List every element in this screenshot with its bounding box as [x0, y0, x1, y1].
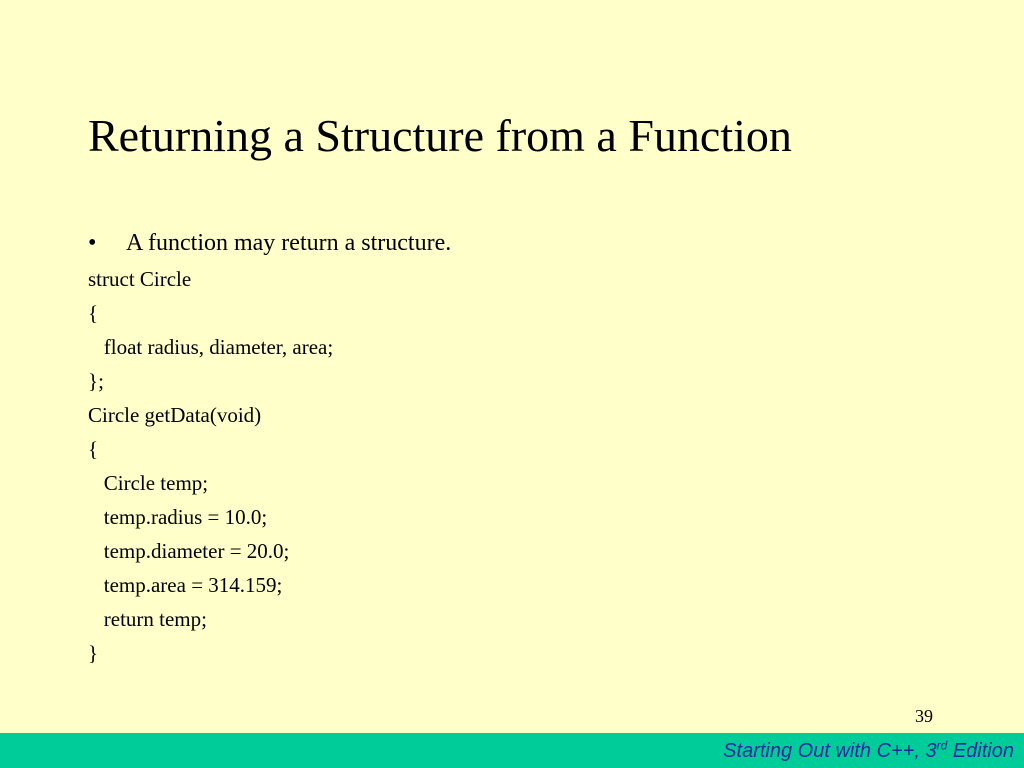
code-line: temp.radius = 10.0;: [88, 505, 268, 529]
bullet-text: A function may return a structure.: [126, 230, 452, 256]
bullet-item: [88, 226, 451, 260]
footer-text-main: Starting Out with C++, 3: [723, 740, 937, 762]
footer-book-title: [723, 737, 1014, 765]
code-line: };: [88, 369, 104, 393]
footer-text-edition: Edition: [947, 740, 1014, 762]
bullet-icon: •: [88, 230, 97, 256]
code-line: Circle temp;: [88, 471, 209, 495]
code-line: temp.area = 314.159;: [88, 573, 283, 597]
code-line: return temp;: [88, 607, 207, 631]
code-line: {: [88, 301, 99, 325]
code-line: {: [88, 437, 99, 461]
slide-title: Returning a Structure from a Function: [88, 110, 792, 161]
code-line: temp.diameter = 20.0;: [88, 539, 290, 563]
footer-superscript: rd: [936, 738, 948, 753]
code-block: [88, 262, 333, 670]
code-line: }: [88, 641, 99, 665]
code-line: float radius, diameter, area;: [88, 335, 334, 359]
code-line: Circle getData(void): [88, 403, 262, 427]
page-number: 39: [915, 706, 933, 726]
footer-bar: [0, 733, 1024, 768]
code-line: struct Circle: [88, 267, 192, 291]
